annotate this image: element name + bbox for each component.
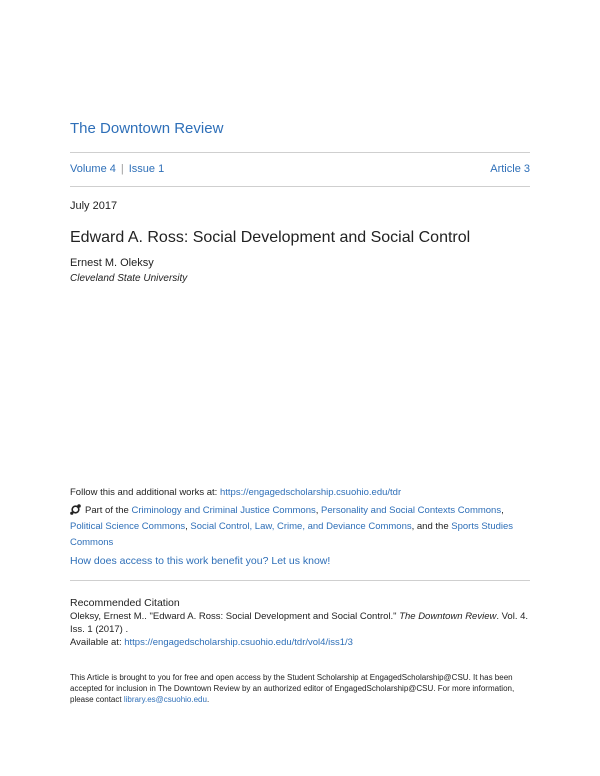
issue-link[interactable]: Issue 1 xyxy=(128,163,165,175)
commons-link-social-control[interactable]: Social Control, Law, Crime, and Deviance Commons xyxy=(190,521,412,532)
commons-link-personality[interactable]: Personality and Social Contexts Commons xyxy=(321,505,502,516)
access-notice-text: This Article is brought to you for free and open access by the Student Scholarship at EngagedScholarship@CSU. It has been accepted for inclusion in The Downtown Review by an authorized editor of EngagedScholarship@CSU. For more information, please contact xyxy=(70,673,515,704)
publication-date: July 2017 xyxy=(70,200,118,212)
commons-link-sports-studies[interactable]: Sports Studies Commons xyxy=(70,521,514,548)
journal-title[interactable]: The Downtown Review xyxy=(70,120,224,137)
commons-network-icon xyxy=(70,504,81,515)
access-notice xyxy=(70,672,532,705)
citation-text: Oleksy, Ernest M.. "Edward A. Ross: Social Development and Social Control." xyxy=(70,611,400,622)
commons-comma: , xyxy=(185,521,191,532)
feedback-link[interactable]: How does access to this work benefit you? Let us know! xyxy=(70,555,331,567)
available-prefix: Available at: xyxy=(70,637,125,648)
article-number-link[interactable]: Article 3 xyxy=(490,163,530,175)
recommended-citation xyxy=(70,610,532,649)
citation-heading: Recommended Citation xyxy=(70,597,180,609)
access-notice-period: . xyxy=(206,695,210,704)
follow-prefix: Follow this and additional works at: xyxy=(70,487,220,498)
commons-comma: , xyxy=(315,505,322,516)
contact-email-link[interactable]: library.es@csuohio.edu xyxy=(123,695,207,704)
commons-comma: , xyxy=(501,505,504,516)
follow-url-link[interactable]: https://engagedscholarship.csuohio.edu/tdr xyxy=(219,487,402,498)
commons-link-criminology[interactable]: Criminology and Criminal Justice Commons xyxy=(131,505,316,516)
citation-divider xyxy=(70,580,530,581)
commons-link-political-science[interactable]: Political Science Commons xyxy=(70,521,186,532)
bottom-divider xyxy=(70,186,530,187)
volume-link[interactable]: Volume 4 xyxy=(70,163,116,175)
citation-volume: . Vol. 4. Iss. 1 (2017) . xyxy=(70,611,529,635)
author-affiliation: Cleveland State University xyxy=(70,273,188,284)
issue-separator: | xyxy=(120,163,124,175)
follow-line xyxy=(70,487,401,498)
article-title: Edward A. Ross: Social Development and Social Control xyxy=(70,229,471,246)
top-divider xyxy=(70,152,530,153)
citation-url-link[interactable]: https://engagedscholarship.csuohio.edu/tdr/vol4/iss1/3 xyxy=(124,637,353,648)
commons-and-the: , and the xyxy=(411,521,452,532)
part-of-commons xyxy=(70,503,532,551)
issue-info xyxy=(70,163,530,175)
author-name: Ernest M. Oleksy xyxy=(70,257,154,269)
citation-journal: The Downtown Review xyxy=(399,611,497,622)
part-of-prefix: Part of the xyxy=(85,505,132,516)
